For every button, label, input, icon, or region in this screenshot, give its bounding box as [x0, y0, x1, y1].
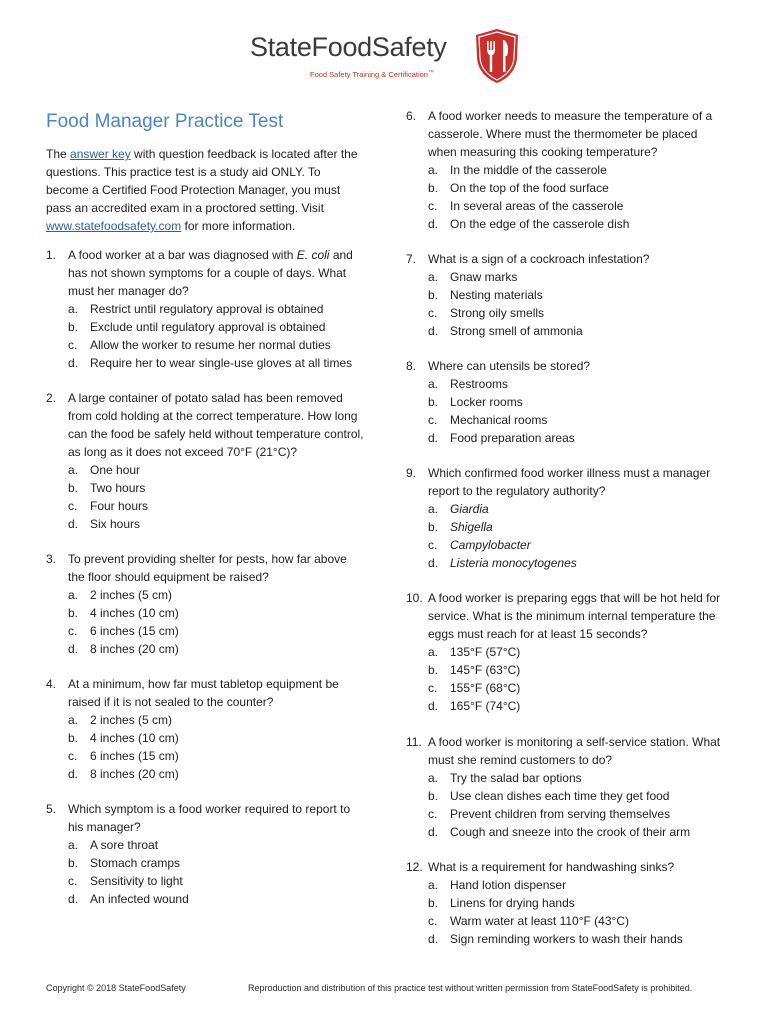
option-letter: b.	[428, 288, 439, 302]
option-c	[68, 622, 364, 640]
option-letter: b.	[68, 606, 79, 620]
option-a	[428, 500, 728, 518]
question-number: 7.	[406, 252, 417, 266]
footer-copyright: Copyright © 2018 StateFoodSafety	[46, 983, 186, 993]
option-text: 155°F (68°C)	[450, 681, 521, 695]
option-a	[68, 461, 364, 479]
option-d	[428, 823, 728, 841]
option-text: Restrict until regulatory approval is obtained	[90, 302, 324, 316]
option-d	[428, 322, 728, 340]
question-number: 3.	[46, 552, 57, 566]
option-c	[68, 872, 364, 890]
option-letter: a.	[68, 463, 79, 477]
option-letter: c.	[428, 914, 438, 928]
option-text: 6 inches (15 cm)	[90, 624, 179, 638]
option-letter: a.	[428, 771, 439, 785]
option-letter: c.	[428, 199, 438, 213]
option-text: Require her to wear single-use gloves at all times	[90, 356, 353, 370]
option-letter: b.	[68, 320, 79, 334]
option-b	[68, 318, 364, 336]
question-5	[46, 800, 364, 908]
question-text: A food worker is monitoring a self-service station. What must she remind customers to do?	[428, 735, 721, 767]
option-letter: c.	[428, 413, 438, 427]
option-letter: d.	[428, 932, 439, 946]
option-letter: b.	[428, 520, 439, 534]
option-text: Nesting materials	[450, 288, 543, 302]
option-letter: c.	[428, 306, 438, 320]
option-c	[428, 679, 728, 697]
question-number: 8.	[406, 359, 417, 373]
option-letter: d.	[68, 642, 79, 656]
option-text: Stomach cramps	[90, 856, 181, 870]
option-text: 6 inches (15 cm)	[90, 749, 179, 763]
option-letter: d.	[428, 324, 439, 338]
brand-tagline-text: Food Safety Training & Certification	[310, 70, 428, 79]
question-number: 6.	[406, 109, 417, 123]
question-2	[46, 389, 364, 533]
question-text: To prevent providing shelter for pests, how far above the floor should equipment be raised?	[68, 552, 347, 584]
option-text: Six hours	[90, 517, 141, 531]
option-letter: d.	[68, 892, 79, 906]
option-text: Gnaw marks	[450, 270, 518, 284]
question-text: What is a sign of a cockroach infestation?	[428, 252, 650, 266]
option-letter: a.	[68, 838, 79, 852]
question-text-italic: E. coli	[296, 248, 330, 262]
option-letter: b.	[68, 481, 79, 495]
question-number: 1.	[46, 248, 57, 262]
question-number: 4.	[46, 677, 57, 691]
option-text: Linens for drying hands	[450, 896, 575, 910]
question-number: 5.	[46, 802, 57, 816]
option-letter: a.	[428, 878, 439, 892]
option-b	[428, 661, 728, 679]
option-text: Campylobacter	[450, 538, 531, 552]
option-c	[428, 304, 728, 322]
option-letter: a.	[68, 588, 79, 602]
option-d	[68, 765, 364, 783]
option-text: Listeria monocytogenes	[450, 556, 577, 570]
option-text: Shigella	[450, 520, 493, 534]
option-a	[428, 769, 728, 787]
option-c	[68, 336, 364, 354]
question-6	[406, 107, 728, 233]
option-letter: c.	[68, 749, 78, 763]
option-c	[428, 197, 728, 215]
option-a	[428, 268, 728, 286]
option-a	[68, 300, 364, 318]
option-letter: b.	[428, 181, 439, 195]
option-letter: b.	[428, 663, 439, 677]
option-a	[68, 711, 364, 729]
option-text: 135°F (57°C)	[450, 645, 521, 659]
fork-knife-shield-icon	[474, 28, 520, 84]
option-letter: d.	[68, 356, 79, 370]
option-letter: a.	[68, 713, 79, 727]
option-b	[428, 787, 728, 805]
question-text: Which symptom is a food worker required to report to his manager?	[68, 802, 351, 834]
option-text: Allow the worker to resume her normal duties	[90, 338, 331, 352]
option-text: 2 inches (5 cm)	[90, 713, 173, 727]
option-b	[428, 179, 728, 197]
option-text: Strong oily smells	[450, 306, 545, 320]
question-9	[406, 464, 728, 572]
option-d	[428, 429, 728, 447]
option-b	[68, 729, 364, 747]
option-letter: a.	[428, 502, 439, 516]
question-4	[46, 675, 364, 783]
question-text-part: A food worker at a bar was diagnosed with	[68, 248, 297, 262]
option-text: 4 inches (10 cm)	[90, 731, 179, 745]
option-text: Four hours	[90, 499, 149, 513]
option-text: A sore throat	[90, 838, 159, 852]
option-letter: a.	[428, 645, 439, 659]
option-text: Mechanical rooms	[450, 413, 548, 427]
question-3	[46, 550, 364, 658]
option-letter: c.	[68, 499, 78, 513]
option-b	[68, 604, 364, 622]
option-text: Use clean dishes each time they get food	[450, 789, 670, 803]
option-letter: d.	[68, 767, 79, 781]
option-text: Locker rooms	[450, 395, 523, 409]
option-text: Restrooms	[450, 377, 509, 391]
option-letter: b.	[428, 896, 439, 910]
question-text: A large container of potato salad has been removed from cold holding at the correct temperature. How long can the food be safely held without temperature control, as long as it does not exceed 70°F (21°C)?	[68, 391, 364, 459]
option-letter: c.	[68, 874, 78, 888]
option-a	[428, 876, 728, 894]
option-a	[68, 836, 364, 854]
page-title: Food Manager Practice Test	[46, 111, 284, 132]
option-text: 2 inches (5 cm)	[90, 588, 173, 602]
website-link[interactable]: www.statefoodsafety.com	[46, 219, 182, 233]
option-letter: d.	[428, 556, 439, 570]
brand-logo	[250, 28, 540, 90]
option-text: On the top of the food surface	[450, 181, 609, 195]
question-12	[406, 858, 728, 948]
option-text: Strong smell of ammonia	[450, 324, 583, 338]
option-letter: a.	[428, 163, 439, 177]
option-letter: d.	[428, 217, 439, 231]
brand-tagline	[310, 70, 434, 79]
question-text: A food worker is preparing eggs that will be hot held for service. What is the minimum internal temperature the eggs must reach for at least 15 seconds?	[428, 591, 721, 641]
option-letter: b.	[428, 395, 439, 409]
option-text: Exclude until regulatory approval is obtained	[90, 320, 326, 334]
option-text: Try the salad bar options	[450, 771, 582, 785]
question-text	[68, 246, 364, 300]
option-text: 8 inches (20 cm)	[90, 642, 179, 656]
option-d	[428, 930, 728, 948]
question-number: 12.	[406, 860, 423, 874]
option-text: Sensitivity to light	[90, 874, 183, 888]
option-c	[68, 747, 364, 765]
option-letter: d.	[68, 517, 79, 531]
option-a	[428, 161, 728, 179]
option-b	[428, 393, 728, 411]
option-d	[428, 554, 728, 572]
option-d	[68, 640, 364, 658]
question-8	[406, 357, 728, 447]
intro-text-1: The	[46, 147, 71, 161]
option-a	[428, 643, 728, 661]
question-1	[46, 246, 364, 372]
option-c	[428, 536, 728, 554]
option-text: 145°F (63°C)	[450, 663, 521, 677]
option-b	[428, 518, 728, 536]
question-7	[406, 250, 728, 340]
option-d	[68, 354, 364, 372]
option-letter: c.	[428, 681, 438, 695]
option-letter: a.	[428, 270, 439, 284]
option-letter: a.	[428, 377, 439, 391]
option-text: Warm water at least 110°F (43°C)	[450, 914, 629, 928]
question-11	[406, 733, 728, 841]
option-text: One hour	[90, 463, 141, 477]
option-c	[428, 411, 728, 429]
intro-text-3: for more information.	[181, 219, 296, 233]
option-b	[68, 854, 364, 872]
option-letter: d.	[428, 431, 439, 445]
option-letter: c.	[428, 807, 438, 821]
question-text-part: and has not shown symptoms for a couple of days. What must her manager do?	[68, 248, 353, 298]
question-text: What is a requirement for handwashing sinks?	[428, 860, 675, 874]
option-c	[428, 805, 728, 823]
question-number: 2.	[46, 391, 57, 405]
footer-notice: Reproduction and distribution of this practice test without written permission from StateFoodSafety is prohibited.	[248, 983, 693, 993]
brand-name: StateFoodSafety	[250, 32, 447, 62]
trademark-symbol: ™	[427, 70, 434, 76]
option-b	[428, 894, 728, 912]
option-letter: c.	[68, 338, 78, 352]
option-b	[428, 286, 728, 304]
question-text: At a minimum, how far must tabletop equipment be raised if it is not sealed to the counter?	[68, 677, 339, 709]
question-10	[406, 589, 728, 715]
option-text: 165°F (74°C)	[450, 699, 521, 713]
option-letter: b.	[428, 789, 439, 803]
option-letter: d.	[428, 699, 439, 713]
question-number: 10.	[406, 591, 423, 605]
option-text: 8 inches (20 cm)	[90, 767, 179, 781]
option-d	[428, 697, 728, 715]
option-text: In several areas of the casserole	[450, 199, 624, 213]
question-text: Which confirmed food worker illness must a manager report to the regulatory authority?	[428, 466, 711, 498]
option-letter: b.	[68, 731, 79, 745]
option-text: Hand lotion dispenser	[450, 878, 567, 892]
option-text: On the edge of the casserole dish	[450, 217, 630, 231]
option-text: 4 inches (10 cm)	[90, 606, 179, 620]
option-letter: c.	[68, 624, 78, 638]
option-letter: b.	[68, 856, 79, 870]
option-c	[68, 497, 364, 515]
option-letter: d.	[428, 825, 439, 839]
question-text: Where can utensils be stored?	[428, 359, 591, 373]
option-b	[68, 479, 364, 497]
option-text: Prevent children from serving themselves	[450, 807, 671, 821]
intro-text-2: with question feedback is located after the questions. This practice test is a study aid ONLY. To become a Certified Food Protection Manager, you must pass an accredited exam in a proctored setting. Visit	[46, 147, 358, 215]
option-c	[428, 912, 728, 930]
option-text: Giardia	[450, 502, 489, 516]
question-number: 9.	[406, 466, 417, 480]
option-a	[68, 586, 364, 604]
option-text: In the middle of the casserole	[450, 163, 607, 177]
option-letter: c.	[428, 538, 438, 552]
option-d	[68, 890, 364, 908]
answer-key-link[interactable]: answer key	[70, 147, 131, 161]
question-number: 11.	[406, 735, 422, 749]
option-text: Sign reminding workers to wash their hands	[450, 932, 683, 946]
option-letter: a.	[68, 302, 79, 316]
question-text: A food worker needs to measure the temperature of a casserole. Where must the thermometer be placed when measuring this cooking temperature?	[428, 109, 713, 159]
option-text: Two hours	[90, 481, 146, 495]
option-text: Food preparation areas	[450, 431, 575, 445]
option-text: Cough and sneeze into the crook of their arm	[450, 825, 691, 839]
intro-paragraph	[46, 145, 361, 235]
option-a	[428, 375, 728, 393]
option-d	[68, 515, 364, 533]
option-text: An infected wound	[90, 892, 189, 906]
option-d	[428, 215, 728, 233]
